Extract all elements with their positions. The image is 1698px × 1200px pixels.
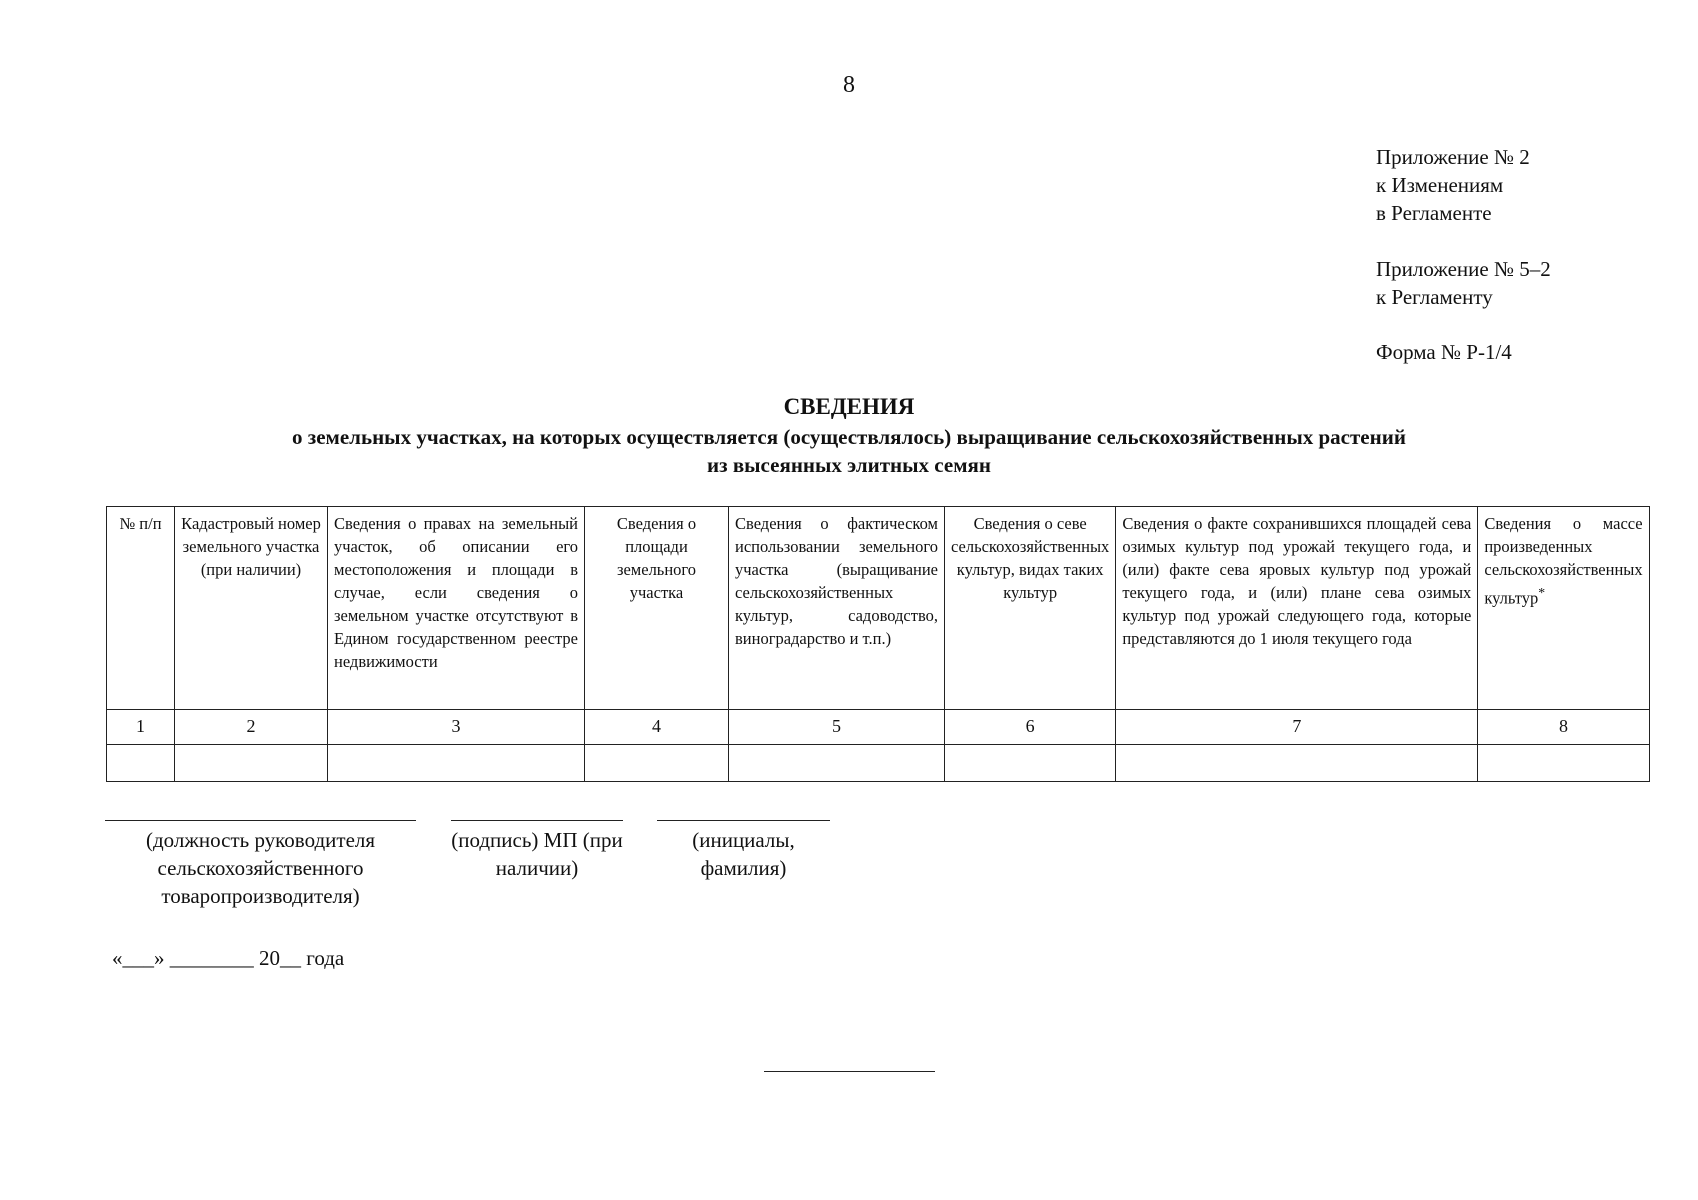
appendix-2-line: к Регламенту xyxy=(1376,285,1493,309)
appendix-note-2 xyxy=(1376,255,1551,311)
column-number: 7 xyxy=(1116,710,1478,745)
appendix-1-line: Приложение № 2 xyxy=(1376,145,1530,169)
position-label: (должность руководителя сельскохозяйственного товаропроизводителя) xyxy=(145,828,376,908)
signature-line-name xyxy=(657,820,830,821)
column-number: 1 xyxy=(107,710,175,745)
signature-line-position xyxy=(105,820,416,821)
column-number: 3 xyxy=(328,710,585,745)
empty-cell xyxy=(729,745,945,782)
column-number: 8 xyxy=(1478,710,1649,745)
empty-cell xyxy=(1478,745,1649,782)
column-header: Сведения о фактическом использовании земельного участка (выращивание сельскохозяйственных культур, садоводство, виноградарство и т.п.) xyxy=(729,507,945,710)
footnote-mark: * xyxy=(1538,585,1546,600)
appendix-1-line: к Изменениям xyxy=(1376,173,1504,197)
empty-cell xyxy=(328,745,585,782)
data-table xyxy=(106,506,1650,782)
column-header: Сведения о факте сохранившихся площадей сева озимых культур под урожай текущего года, и (или) факте сева яровых культур под урожай текущего года, и (или) плане сева озимых культур под урожай следующего года, которые представляются до 1 июля текущего года xyxy=(1116,507,1478,710)
column-number: 6 xyxy=(945,710,1116,745)
column-header: Сведения о правах на земельный участок, об описании его местоположения и площади в случае, если сведения о земельном участке отсутствуют в Едином государственном реестре недвижимости xyxy=(328,507,585,710)
signature-label: (подпись) МП (при наличии) xyxy=(451,828,623,880)
date-line: «___» ________ 20__ года xyxy=(112,946,345,970)
appendix-note-1 xyxy=(1376,143,1530,227)
page-number: 8 xyxy=(843,72,855,98)
column-header-text: Сведения о массе произведенных сельскохозяйственных культур xyxy=(1484,514,1643,608)
column-header: Кадастровый номер земельного участка (при наличии) xyxy=(175,507,328,710)
empty-cell xyxy=(107,745,175,782)
empty-cell xyxy=(175,745,328,782)
column-number-row xyxy=(107,710,1650,745)
column-header-mass xyxy=(1478,507,1649,710)
document-subtitle: о земельных участках, на которых осуществляется (осуществлялось) выращивание сельскохозяйственных растений xyxy=(292,425,1406,449)
empty-cell xyxy=(945,745,1116,782)
column-header: № п/п xyxy=(107,507,175,710)
empty-cell xyxy=(1116,745,1478,782)
name-label: (инициалы, фамилия) xyxy=(692,828,795,880)
column-header: Сведения о площади земельного участка xyxy=(585,507,729,710)
column-number: 5 xyxy=(729,710,945,745)
end-divider xyxy=(764,1071,935,1072)
appendix-1-line: в Регламенте xyxy=(1376,201,1492,225)
form-number: Форма № Р-1/4 xyxy=(1376,340,1512,364)
signature-line-signature xyxy=(451,820,623,821)
empty-data-row xyxy=(107,745,1650,782)
column-header: Сведения о севе сельскохозяйственных культур, видах таких культур xyxy=(945,507,1116,710)
document-subtitle: из высеянных элитных семян xyxy=(707,453,991,477)
column-number: 4 xyxy=(585,710,729,745)
appendix-2-line: Приложение № 5–2 xyxy=(1376,257,1551,281)
document-title: СВЕДЕНИЯ xyxy=(783,394,915,419)
column-number: 2 xyxy=(175,710,328,745)
empty-cell xyxy=(585,745,729,782)
table-header-row xyxy=(107,507,1650,710)
